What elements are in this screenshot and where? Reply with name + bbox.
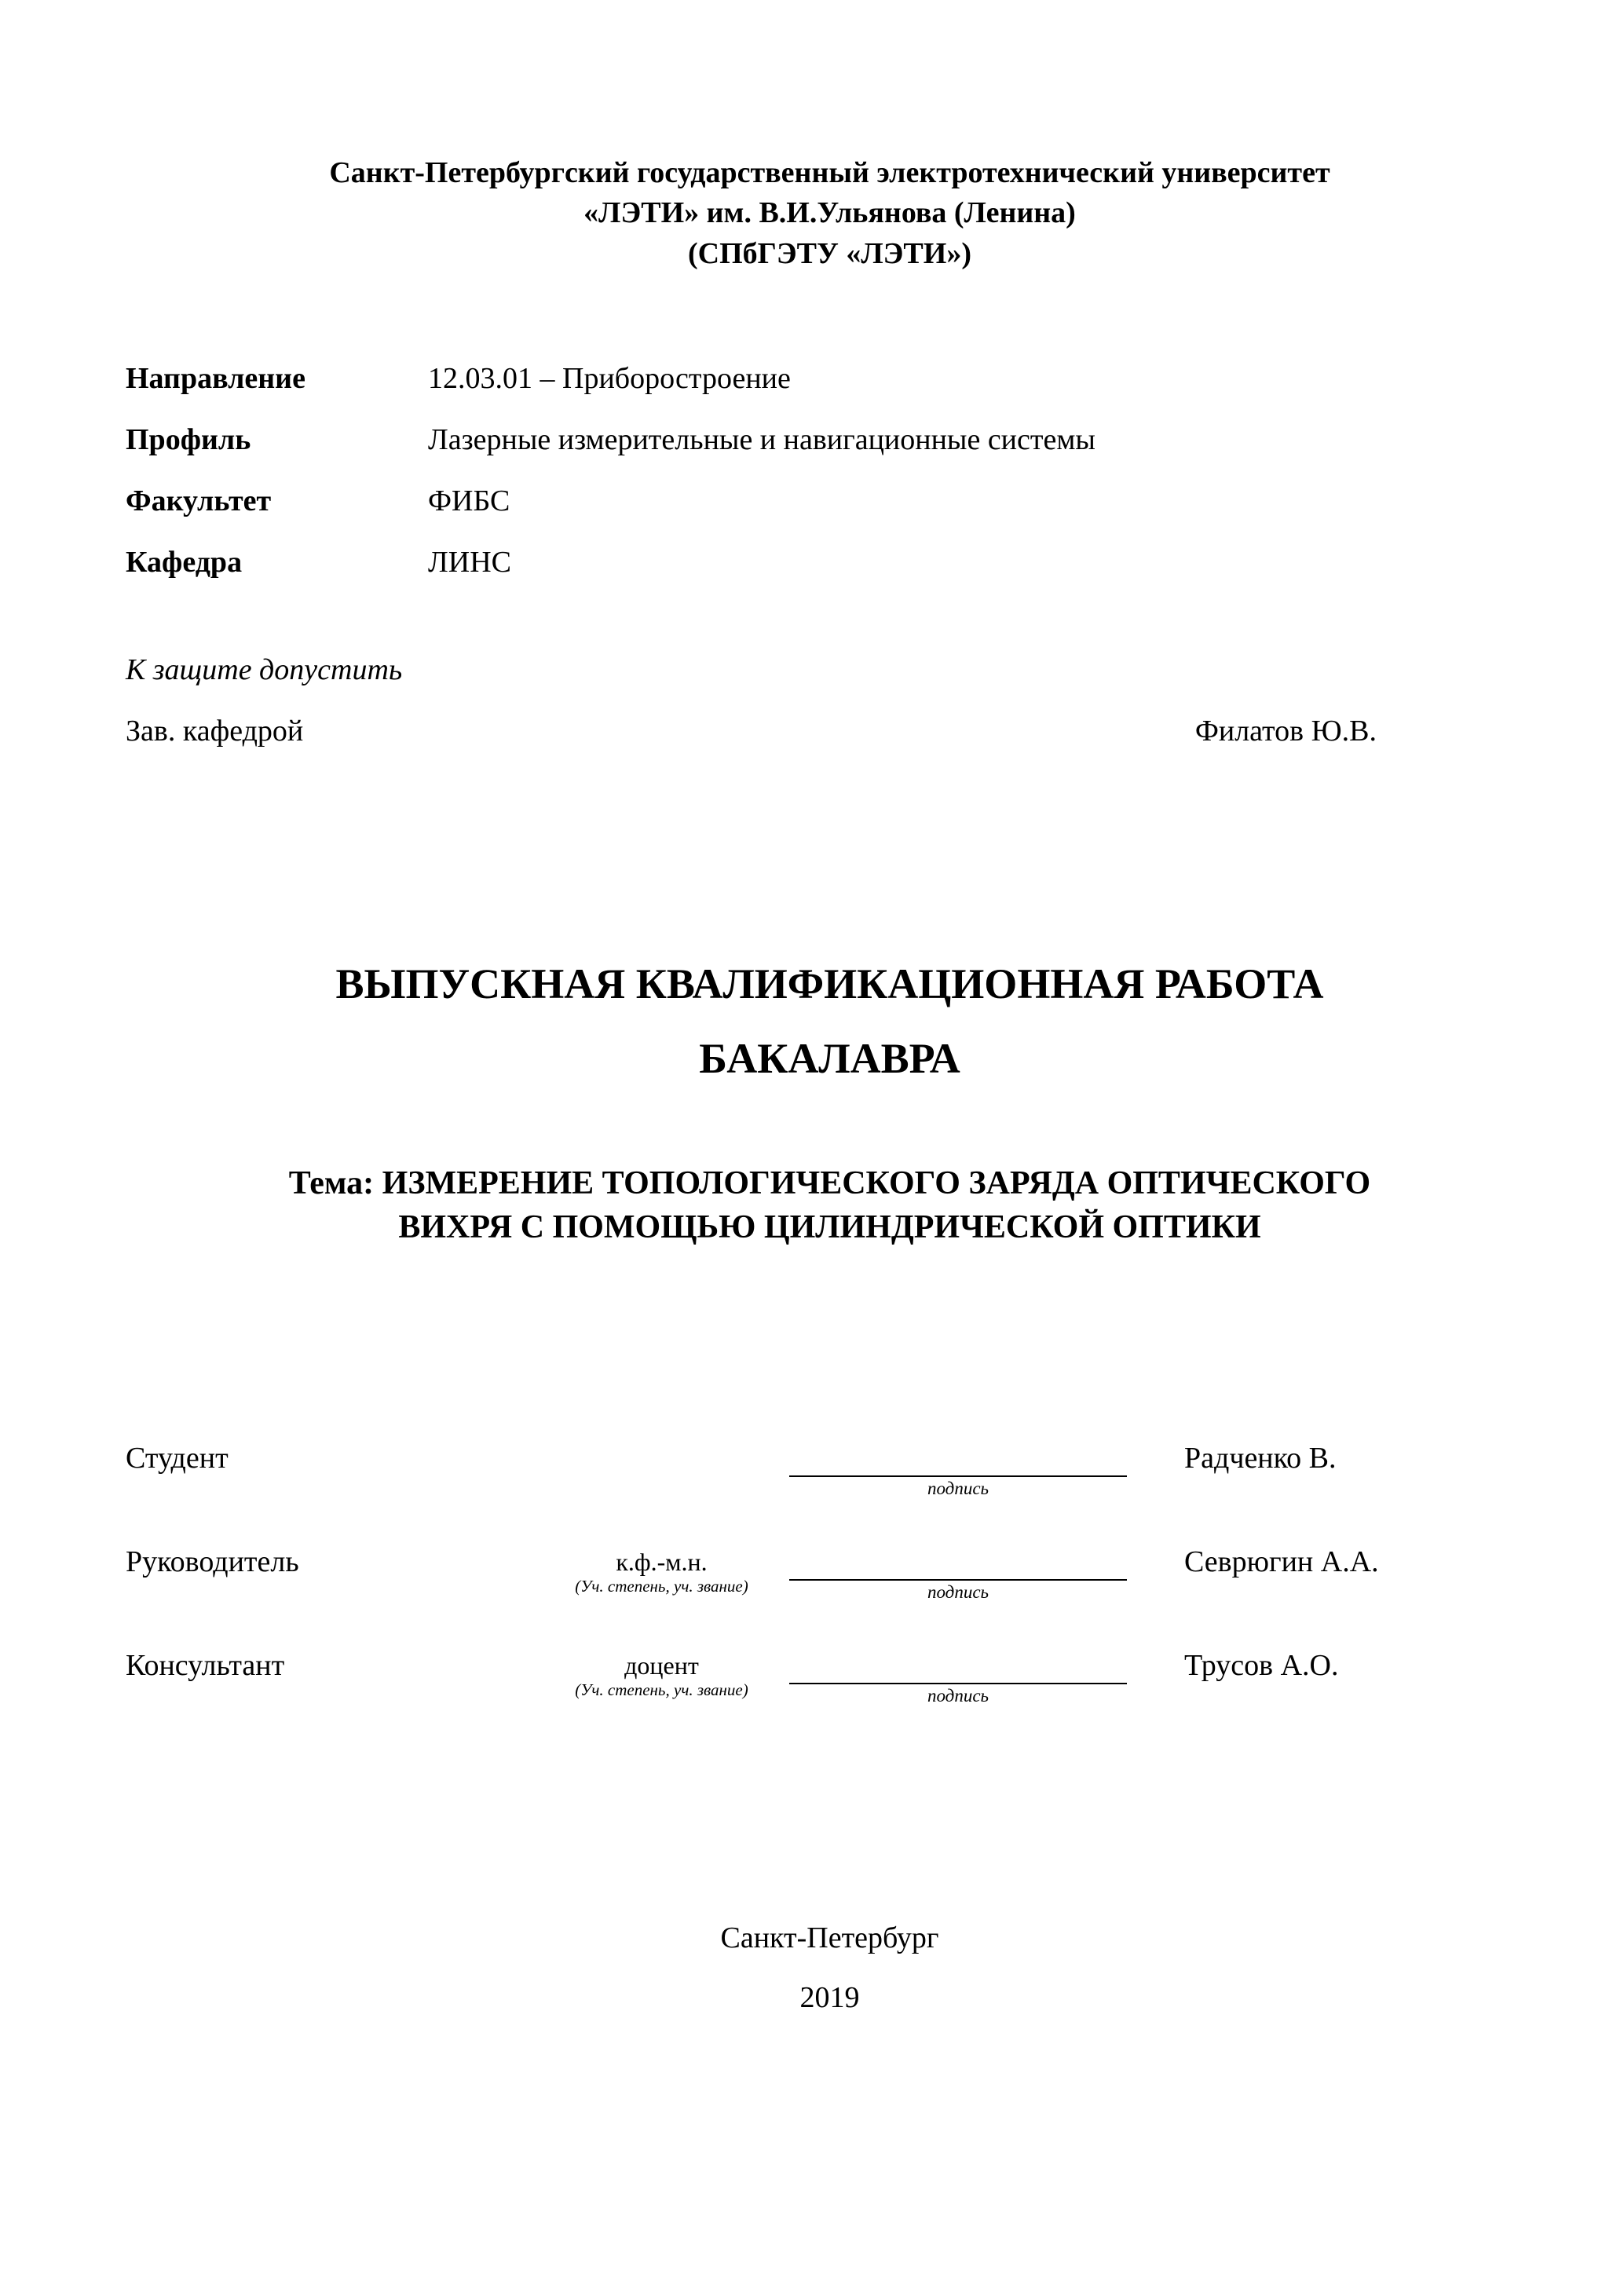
signature-degree (534, 1645, 789, 1700)
signature-caption: подпись (927, 1479, 989, 1499)
direction-label: Направление (126, 361, 305, 395)
degree-caption: (Уч. степень, уч. звание) (575, 1577, 748, 1596)
faculty-label: Факультет (126, 484, 272, 517)
footer-year: 2019 (799, 1981, 860, 2015)
signature-line-cell (789, 1541, 1127, 1604)
signature-line (789, 1541, 1127, 1581)
profile-value: Лазерные измерительные и навигационные системы (428, 422, 1095, 456)
degree-caption: (Уч. степень, уч. звание) (575, 1680, 748, 1700)
profile-label: Профиль (126, 422, 251, 456)
direction-value: 12.03.01 – Приборостроение (428, 361, 791, 395)
signature-degree (534, 1438, 789, 1444)
degree-text: доцент (624, 1651, 699, 1680)
signature-degree (534, 1541, 789, 1596)
signature-line (789, 1438, 1127, 1477)
signature-caption: подпись (927, 1582, 989, 1603)
signature-role: Руководитель (126, 1545, 299, 1579)
thesis-title (126, 947, 1534, 1095)
program-info (126, 349, 1534, 594)
signature-line (789, 1645, 1127, 1684)
department-label: Кафедра (126, 545, 243, 579)
degree-text: к.ф.-м.н. (616, 1548, 708, 1577)
university-honorific-line: «ЛЭТИ» им. В.И.Ульянова (Ленина) (583, 196, 1076, 230)
signature-row-student (126, 1438, 1534, 1501)
thesis-title-line2: БАКАЛАВРА (699, 1034, 960, 1082)
faculty-value: ФИБС (428, 484, 510, 517)
department-value: ЛИНС (428, 545, 512, 579)
university-header (126, 153, 1534, 274)
footer-city: Санкт-Петербург (720, 1921, 939, 1955)
signature-line-cell (789, 1438, 1127, 1501)
signature-role: Консультант (126, 1649, 285, 1683)
department-head-name: Филатов Ю.В. (1194, 715, 1377, 748)
thesis-title-line1: ВЫПУСКНАЯ КВАЛИФИКАЦИОННАЯ РАБОТА (335, 960, 1324, 1008)
footer (126, 1908, 1534, 2027)
thesis-topic: Тема: ИЗМЕРЕНИЕ ТОПОЛОГИЧЕСКОГО ЗАРЯДА ОПТИЧЕСКОГО ВИХРЯ С ПОМОЩЬЮ ЦИЛИНДРИЧЕСКОЙ ОПТИКИ (288, 1165, 1371, 1245)
university-name-line: Санкт-Петербургский государственный электротехнический университет (329, 156, 1330, 189)
signature-name: Радченко В. (1184, 1442, 1337, 1475)
signature-role: Студент (126, 1442, 229, 1475)
signature-block (126, 1438, 1534, 1708)
signature-caption: подпись (927, 1686, 989, 1706)
department-head-row (126, 701, 1534, 762)
signature-name: Трусов А.О. (1184, 1649, 1339, 1683)
university-abbreviation-line: (СПбГЭТУ «ЛЭТИ») (688, 236, 971, 270)
signature-name: Севрюгин А.А. (1184, 1545, 1379, 1579)
admit-to-defense-line: К защите допустить (126, 653, 403, 687)
signature-row-supervisor (126, 1541, 1534, 1604)
signature-line-cell (789, 1645, 1127, 1708)
department-head-label: Зав. кафедрой (126, 715, 304, 748)
signature-row-consultant (126, 1645, 1534, 1708)
